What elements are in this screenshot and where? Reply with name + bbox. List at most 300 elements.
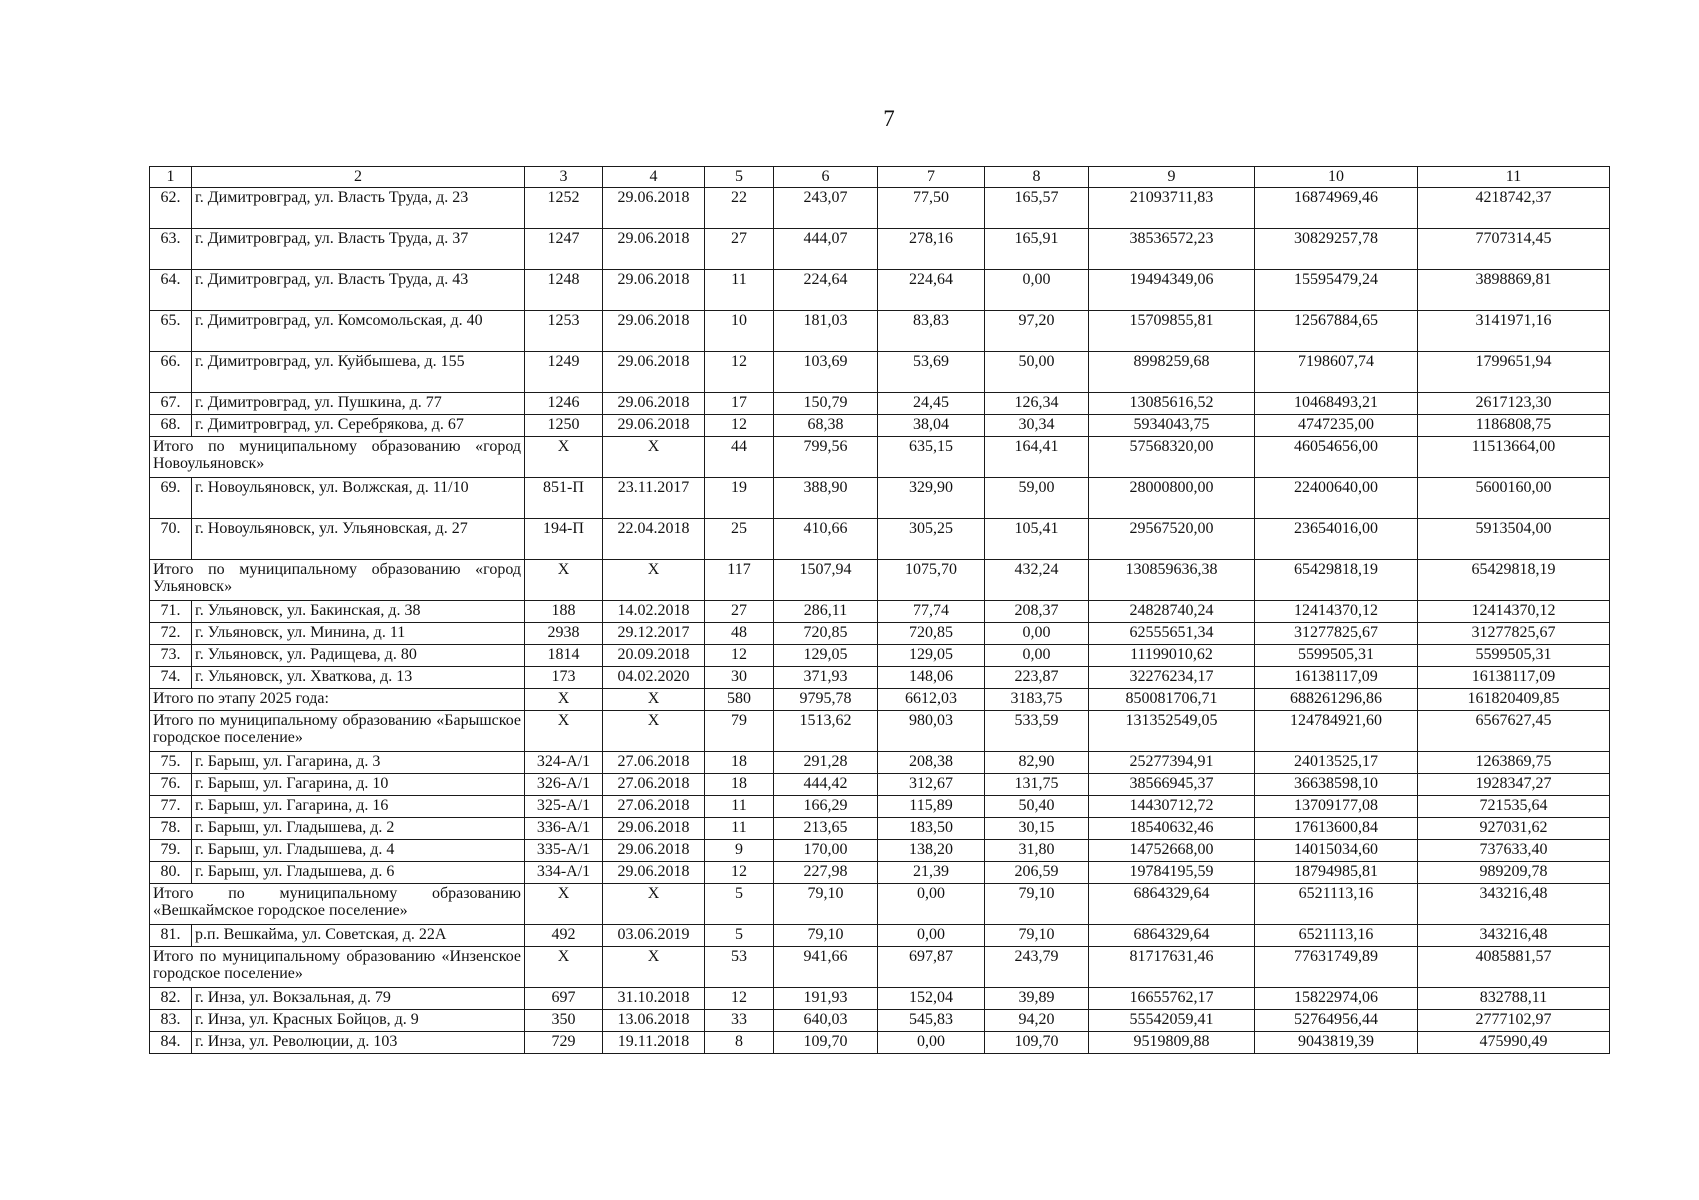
value-cell: 14015034,60 [1255,840,1418,862]
value-cell: 130859636,38 [1089,560,1255,601]
value-cell: 0,00 [878,884,985,925]
value-cell: 29.06.2018 [603,862,705,884]
column-header: 3 [525,167,603,188]
value-cell: 50,40 [985,796,1089,818]
value-cell: 721535,64 [1418,796,1610,818]
row-number: 64. [150,270,192,311]
row-number: 69. [150,478,192,519]
value-cell: 8998259,68 [1089,352,1255,393]
value-cell: 25 [705,519,774,560]
address-cell: г. Ульяновск, ул. Бакинская, д. 38 [192,601,525,623]
column-header: 4 [603,167,705,188]
value-cell: 737633,40 [1418,840,1610,862]
value-cell: X [603,711,705,752]
value-cell: 173 [525,667,603,689]
value-cell: 97,20 [985,311,1089,352]
table-row [150,796,1610,818]
value-cell: 62555651,34 [1089,623,1255,645]
value-cell: 129,05 [774,645,878,667]
table-row [150,415,1610,437]
address-cell: г. Барыш, ул. Гагарина, д. 3 [192,752,525,774]
value-cell: X [603,437,705,478]
subtotal-row [150,689,1610,711]
value-cell: 6567627,45 [1418,711,1610,752]
value-cell: 7198607,74 [1255,352,1418,393]
value-cell: 305,25 [878,519,985,560]
address-cell: г. Новоульяновск, ул. Волжская, д. 11/10 [192,478,525,519]
value-cell: 18540632,46 [1089,818,1255,840]
column-header: 6 [774,167,878,188]
value-cell: 29.06.2018 [603,840,705,862]
value-cell: 79,10 [774,925,878,947]
address-cell: р.п. Вешкайма, ул. Советская, д. 22А [192,925,525,947]
value-cell: 50,00 [985,352,1089,393]
value-cell: X [603,947,705,988]
value-cell: 30,15 [985,818,1089,840]
value-cell: 29.06.2018 [603,818,705,840]
value-cell: X [525,947,603,988]
table-row [150,925,1610,947]
value-cell: 103,69 [774,352,878,393]
value-cell: 109,70 [774,1032,878,1054]
value-cell: 799,56 [774,437,878,478]
value-cell: 24828740,24 [1089,601,1255,623]
table-row [150,478,1610,519]
value-cell: 533,59 [985,711,1089,752]
value-cell: 30829257,78 [1255,229,1418,270]
value-cell: 31277825,67 [1418,623,1610,645]
value-cell: 165,91 [985,229,1089,270]
row-number: 79. [150,840,192,862]
address-cell: г. Инза, ул. Вокзальная, д. 79 [192,988,525,1010]
value-cell: 31,80 [985,840,1089,862]
table-row [150,311,1610,352]
value-cell: 12 [705,988,774,1010]
value-cell: 324-А/1 [525,752,603,774]
value-cell: 16138117,09 [1418,667,1610,689]
value-cell: 33 [705,1010,774,1032]
value-cell: 46054656,00 [1255,437,1418,478]
value-cell: 38536572,23 [1089,229,1255,270]
value-cell: 31277825,67 [1255,623,1418,645]
value-cell: 36638598,10 [1255,774,1418,796]
value-cell: 44 [705,437,774,478]
row-number: 72. [150,623,192,645]
value-cell: 4747235,00 [1255,415,1418,437]
value-cell: X [603,884,705,925]
value-cell: 19784195,59 [1089,862,1255,884]
value-cell: 329,90 [878,478,985,519]
value-cell: 53 [705,947,774,988]
row-number: 75. [150,752,192,774]
value-cell: 12 [705,645,774,667]
value-cell: 13.06.2018 [603,1010,705,1032]
value-cell: 286,11 [774,601,878,623]
value-cell: 2938 [525,623,603,645]
value-cell: 17613600,84 [1255,818,1418,840]
address-cell: г. Димитровград, ул. Комсомольская, д. 40 [192,311,525,352]
value-cell: 19.11.2018 [603,1032,705,1054]
column-header: 7 [878,167,985,188]
value-cell: 343216,48 [1418,884,1610,925]
value-cell: X [525,884,603,925]
value-cell: 688261296,86 [1255,689,1418,711]
value-cell: 148,06 [878,667,985,689]
table-row [150,270,1610,311]
subtotal-row [150,711,1610,752]
value-cell: 1075,70 [878,560,985,601]
value-cell: 5934043,75 [1089,415,1255,437]
value-cell: 432,24 [985,560,1089,601]
value-cell: 81717631,46 [1089,947,1255,988]
value-cell: 4218742,37 [1418,188,1610,229]
value-cell: 152,04 [878,988,985,1010]
column-header: 9 [1089,167,1255,188]
value-cell: 32276234,17 [1089,667,1255,689]
value-cell: 832788,11 [1418,988,1610,1010]
value-cell: 48 [705,623,774,645]
value-cell: 941,66 [774,947,878,988]
value-cell: 11 [705,818,774,840]
page-number: 7 [883,106,895,131]
table-row [150,862,1610,884]
row-number: 77. [150,796,192,818]
value-cell: 115,89 [878,796,985,818]
value-cell: 27.06.2018 [603,752,705,774]
table-row [150,840,1610,862]
address-cell: г. Барыш, ул. Гладышева, д. 2 [192,818,525,840]
value-cell: 39,89 [985,988,1089,1010]
value-cell: 335-А/1 [525,840,603,862]
table-body [150,167,1610,1054]
value-cell: 980,03 [878,711,985,752]
subtotal-row [150,947,1610,988]
value-cell: 410,66 [774,519,878,560]
row-number: 81. [150,925,192,947]
value-cell: 53,69 [878,352,985,393]
row-number: 80. [150,862,192,884]
value-cell: 312,67 [878,774,985,796]
value-cell: 38,04 [878,415,985,437]
value-cell: 720,85 [878,623,985,645]
value-cell: 206,59 [985,862,1089,884]
subtotal-label: Итого по этапу 2025 года: [150,689,525,711]
value-cell: 278,16 [878,229,985,270]
value-cell: 3183,75 [985,689,1089,711]
value-cell: 105,41 [985,519,1089,560]
value-cell: 227,98 [774,862,878,884]
column-header: 10 [1255,167,1418,188]
value-cell: 989209,78 [1418,862,1610,884]
value-cell: 388,90 [774,478,878,519]
value-cell: 492 [525,925,603,947]
value-cell: 94,20 [985,1010,1089,1032]
subtotal-label: Итого по муниципальному образованию «город Ульяновск» [150,560,525,601]
value-cell: 23654016,00 [1255,519,1418,560]
table-row [150,752,1610,774]
value-cell: 23.11.2017 [603,478,705,519]
value-cell: 2617123,30 [1418,393,1610,415]
value-cell: 65429818,19 [1418,560,1610,601]
value-cell: 1507,94 [774,560,878,601]
value-cell: 927031,62 [1418,818,1610,840]
address-cell: г. Инза, ул. Красных Бойцов, д. 9 [192,1010,525,1032]
value-cell: 22.04.2018 [603,519,705,560]
value-cell: 29.06.2018 [603,311,705,352]
value-cell: 0,00 [878,925,985,947]
row-number: 68. [150,415,192,437]
value-cell: 77,74 [878,601,985,623]
value-cell: 6521113,16 [1255,925,1418,947]
value-cell: 16138117,09 [1255,667,1418,689]
value-cell: 5599505,31 [1418,645,1610,667]
value-cell: 11 [705,796,774,818]
value-cell: 17 [705,393,774,415]
value-cell: 15822974,06 [1255,988,1418,1010]
value-cell: 10 [705,311,774,352]
value-cell: 12 [705,415,774,437]
value-cell: 2777102,97 [1418,1010,1610,1032]
value-cell: 697,87 [878,947,985,988]
value-cell: 194-П [525,519,603,560]
value-cell: 326-А/1 [525,774,603,796]
address-cell: г. Барыш, ул. Гладышева, д. 6 [192,862,525,884]
value-cell: 697 [525,988,603,1010]
value-cell: 27.06.2018 [603,796,705,818]
value-cell: 5 [705,925,774,947]
value-cell: 191,93 [774,988,878,1010]
value-cell: X [603,560,705,601]
table-row [150,667,1610,689]
table-row [150,818,1610,840]
table-row [150,988,1610,1010]
table-row [150,229,1610,270]
value-cell: 729 [525,1032,603,1054]
table-row [150,601,1610,623]
value-cell: 30 [705,667,774,689]
value-cell: 208,37 [985,601,1089,623]
address-cell: г. Барыш, ул. Гагарина, д. 10 [192,774,525,796]
subtotal-row [150,884,1610,925]
value-cell: 475990,49 [1418,1032,1610,1054]
value-cell: X [525,711,603,752]
value-cell: 16655762,17 [1089,988,1255,1010]
value-cell: 580 [705,689,774,711]
value-cell: 65429818,19 [1255,560,1418,601]
value-cell: 11199010,62 [1089,645,1255,667]
value-cell: 14430712,72 [1089,796,1255,818]
value-cell: 165,57 [985,188,1089,229]
value-cell: 444,42 [774,774,878,796]
value-cell: 31.10.2018 [603,988,705,1010]
value-cell: 243,79 [985,947,1089,988]
value-cell: 29.06.2018 [603,415,705,437]
row-number: 73. [150,645,192,667]
value-cell: 28000800,00 [1089,478,1255,519]
value-cell: 161820409,85 [1418,689,1610,711]
table-row [150,188,1610,229]
column-number-row [150,167,1610,188]
value-cell: 12414370,12 [1418,601,1610,623]
value-cell: 30,34 [985,415,1089,437]
value-cell: 7707314,45 [1418,229,1610,270]
value-cell: 635,15 [878,437,985,478]
value-cell: 6521113,16 [1255,884,1418,925]
address-cell: г. Димитровград, ул. Серебрякова, д. 67 [192,415,525,437]
value-cell: 444,07 [774,229,878,270]
value-cell: 9 [705,840,774,862]
value-cell: 3141971,16 [1418,311,1610,352]
value-cell: 1252 [525,188,603,229]
value-cell: 83,83 [878,311,985,352]
address-cell: г. Инза, ул. Революции, д. 103 [192,1032,525,1054]
value-cell: 243,07 [774,188,878,229]
value-cell: 9043819,39 [1255,1032,1418,1054]
value-cell: 20.09.2018 [603,645,705,667]
value-cell: 12414370,12 [1255,601,1418,623]
value-cell: 21,39 [878,862,985,884]
table-row [150,1010,1610,1032]
value-cell: 343216,48 [1418,925,1610,947]
value-cell: 29.12.2017 [603,623,705,645]
address-cell: г. Димитровград, ул. Пушкина, д. 77 [192,393,525,415]
value-cell: 1263869,75 [1418,752,1610,774]
value-cell: 150,79 [774,393,878,415]
column-header: 5 [705,167,774,188]
value-cell: 9795,78 [774,689,878,711]
value-cell: 850081706,71 [1089,689,1255,711]
column-header: 11 [1418,167,1610,188]
value-cell: 19 [705,478,774,519]
value-cell: 13709177,08 [1255,796,1418,818]
value-cell: 5913504,00 [1418,519,1610,560]
value-cell: 15709855,81 [1089,311,1255,352]
value-cell: 27 [705,601,774,623]
table-row [150,352,1610,393]
value-cell: 223,87 [985,667,1089,689]
column-header: 8 [985,167,1089,188]
address-cell: г. Димитровград, ул. Власть Труда, д. 23 [192,188,525,229]
value-cell: 27.06.2018 [603,774,705,796]
address-cell: г. Димитровград, ул. Куйбышева, д. 155 [192,352,525,393]
value-cell: 29567520,00 [1089,519,1255,560]
value-cell: X [525,689,603,711]
value-cell: 14752668,00 [1089,840,1255,862]
value-cell: 38566945,37 [1089,774,1255,796]
value-cell: 68,38 [774,415,878,437]
value-cell: 1928347,27 [1418,774,1610,796]
value-cell: X [603,689,705,711]
value-cell: 4085881,57 [1418,947,1610,988]
value-cell: 371,93 [774,667,878,689]
address-cell: г. Ульяновск, ул. Хваткова, д. 13 [192,667,525,689]
row-number: 62. [150,188,192,229]
value-cell: 57568320,00 [1089,437,1255,478]
value-cell: 1250 [525,415,603,437]
value-cell: 24,45 [878,393,985,415]
value-cell: 18794985,81 [1255,862,1418,884]
value-cell: 6864329,64 [1089,884,1255,925]
value-cell: 77631749,89 [1255,947,1418,988]
value-cell: 29.06.2018 [603,270,705,311]
value-cell: 1247 [525,229,603,270]
value-cell: 79 [705,711,774,752]
row-number: 84. [150,1032,192,1054]
value-cell: 12 [705,352,774,393]
value-cell: 79,10 [985,884,1089,925]
table-row [150,1032,1610,1054]
value-cell: 188 [525,601,603,623]
value-cell: 131,75 [985,774,1089,796]
value-cell: 336-А/1 [525,818,603,840]
value-cell: 350 [525,1010,603,1032]
value-cell: 12 [705,862,774,884]
value-cell: 29.06.2018 [603,229,705,270]
row-number: 76. [150,774,192,796]
value-cell: 1246 [525,393,603,415]
value-cell: 18 [705,774,774,796]
address-cell: г. Димитровград, ул. Власть Труда, д. 37 [192,229,525,270]
subtotal-label: Итого по муниципальному образованию «город Новоульяновск» [150,437,525,478]
value-cell: 82,90 [985,752,1089,774]
value-cell: 0,00 [985,645,1089,667]
table-row [150,623,1610,645]
value-cell: 325-А/1 [525,796,603,818]
value-cell: 77,50 [878,188,985,229]
value-cell: 29.06.2018 [603,393,705,415]
value-cell: 6864329,64 [1089,925,1255,947]
value-cell: 79,10 [774,884,878,925]
row-number: 70. [150,519,192,560]
row-number: 67. [150,393,192,415]
value-cell: 18 [705,752,774,774]
subtotal-row [150,560,1610,601]
value-cell: 0,00 [985,270,1089,311]
value-cell: 1249 [525,352,603,393]
address-cell: г. Новоульяновск, ул. Ульяновская, д. 27 [192,519,525,560]
row-number: 82. [150,988,192,1010]
value-cell: 1248 [525,270,603,311]
value-cell: 183,50 [878,818,985,840]
value-cell: X [525,560,603,601]
value-cell: 126,34 [985,393,1089,415]
subtotal-label: Итого по муниципальному образованию «Барышское городское поселение» [150,711,525,752]
value-cell: 334-А/1 [525,862,603,884]
value-cell: 166,29 [774,796,878,818]
column-header: 1 [150,167,192,188]
table-row [150,519,1610,560]
value-cell: 59,00 [985,478,1089,519]
value-cell: 0,00 [985,623,1089,645]
value-cell: 6612,03 [878,689,985,711]
value-cell: 9519809,88 [1089,1032,1255,1054]
value-cell: 1513,62 [774,711,878,752]
value-cell: 164,41 [985,437,1089,478]
value-cell: 720,85 [774,623,878,645]
table-row [150,645,1610,667]
value-cell: 8 [705,1032,774,1054]
value-cell: 224,64 [878,270,985,311]
value-cell: 3898869,81 [1418,270,1610,311]
value-cell: 5 [705,884,774,925]
row-number: 83. [150,1010,192,1032]
value-cell: 124784921,60 [1255,711,1418,752]
subtotal-row [150,437,1610,478]
value-cell: 03.06.2019 [603,925,705,947]
value-cell: 0,00 [878,1032,985,1054]
value-cell: 117 [705,560,774,601]
value-cell: 170,00 [774,840,878,862]
